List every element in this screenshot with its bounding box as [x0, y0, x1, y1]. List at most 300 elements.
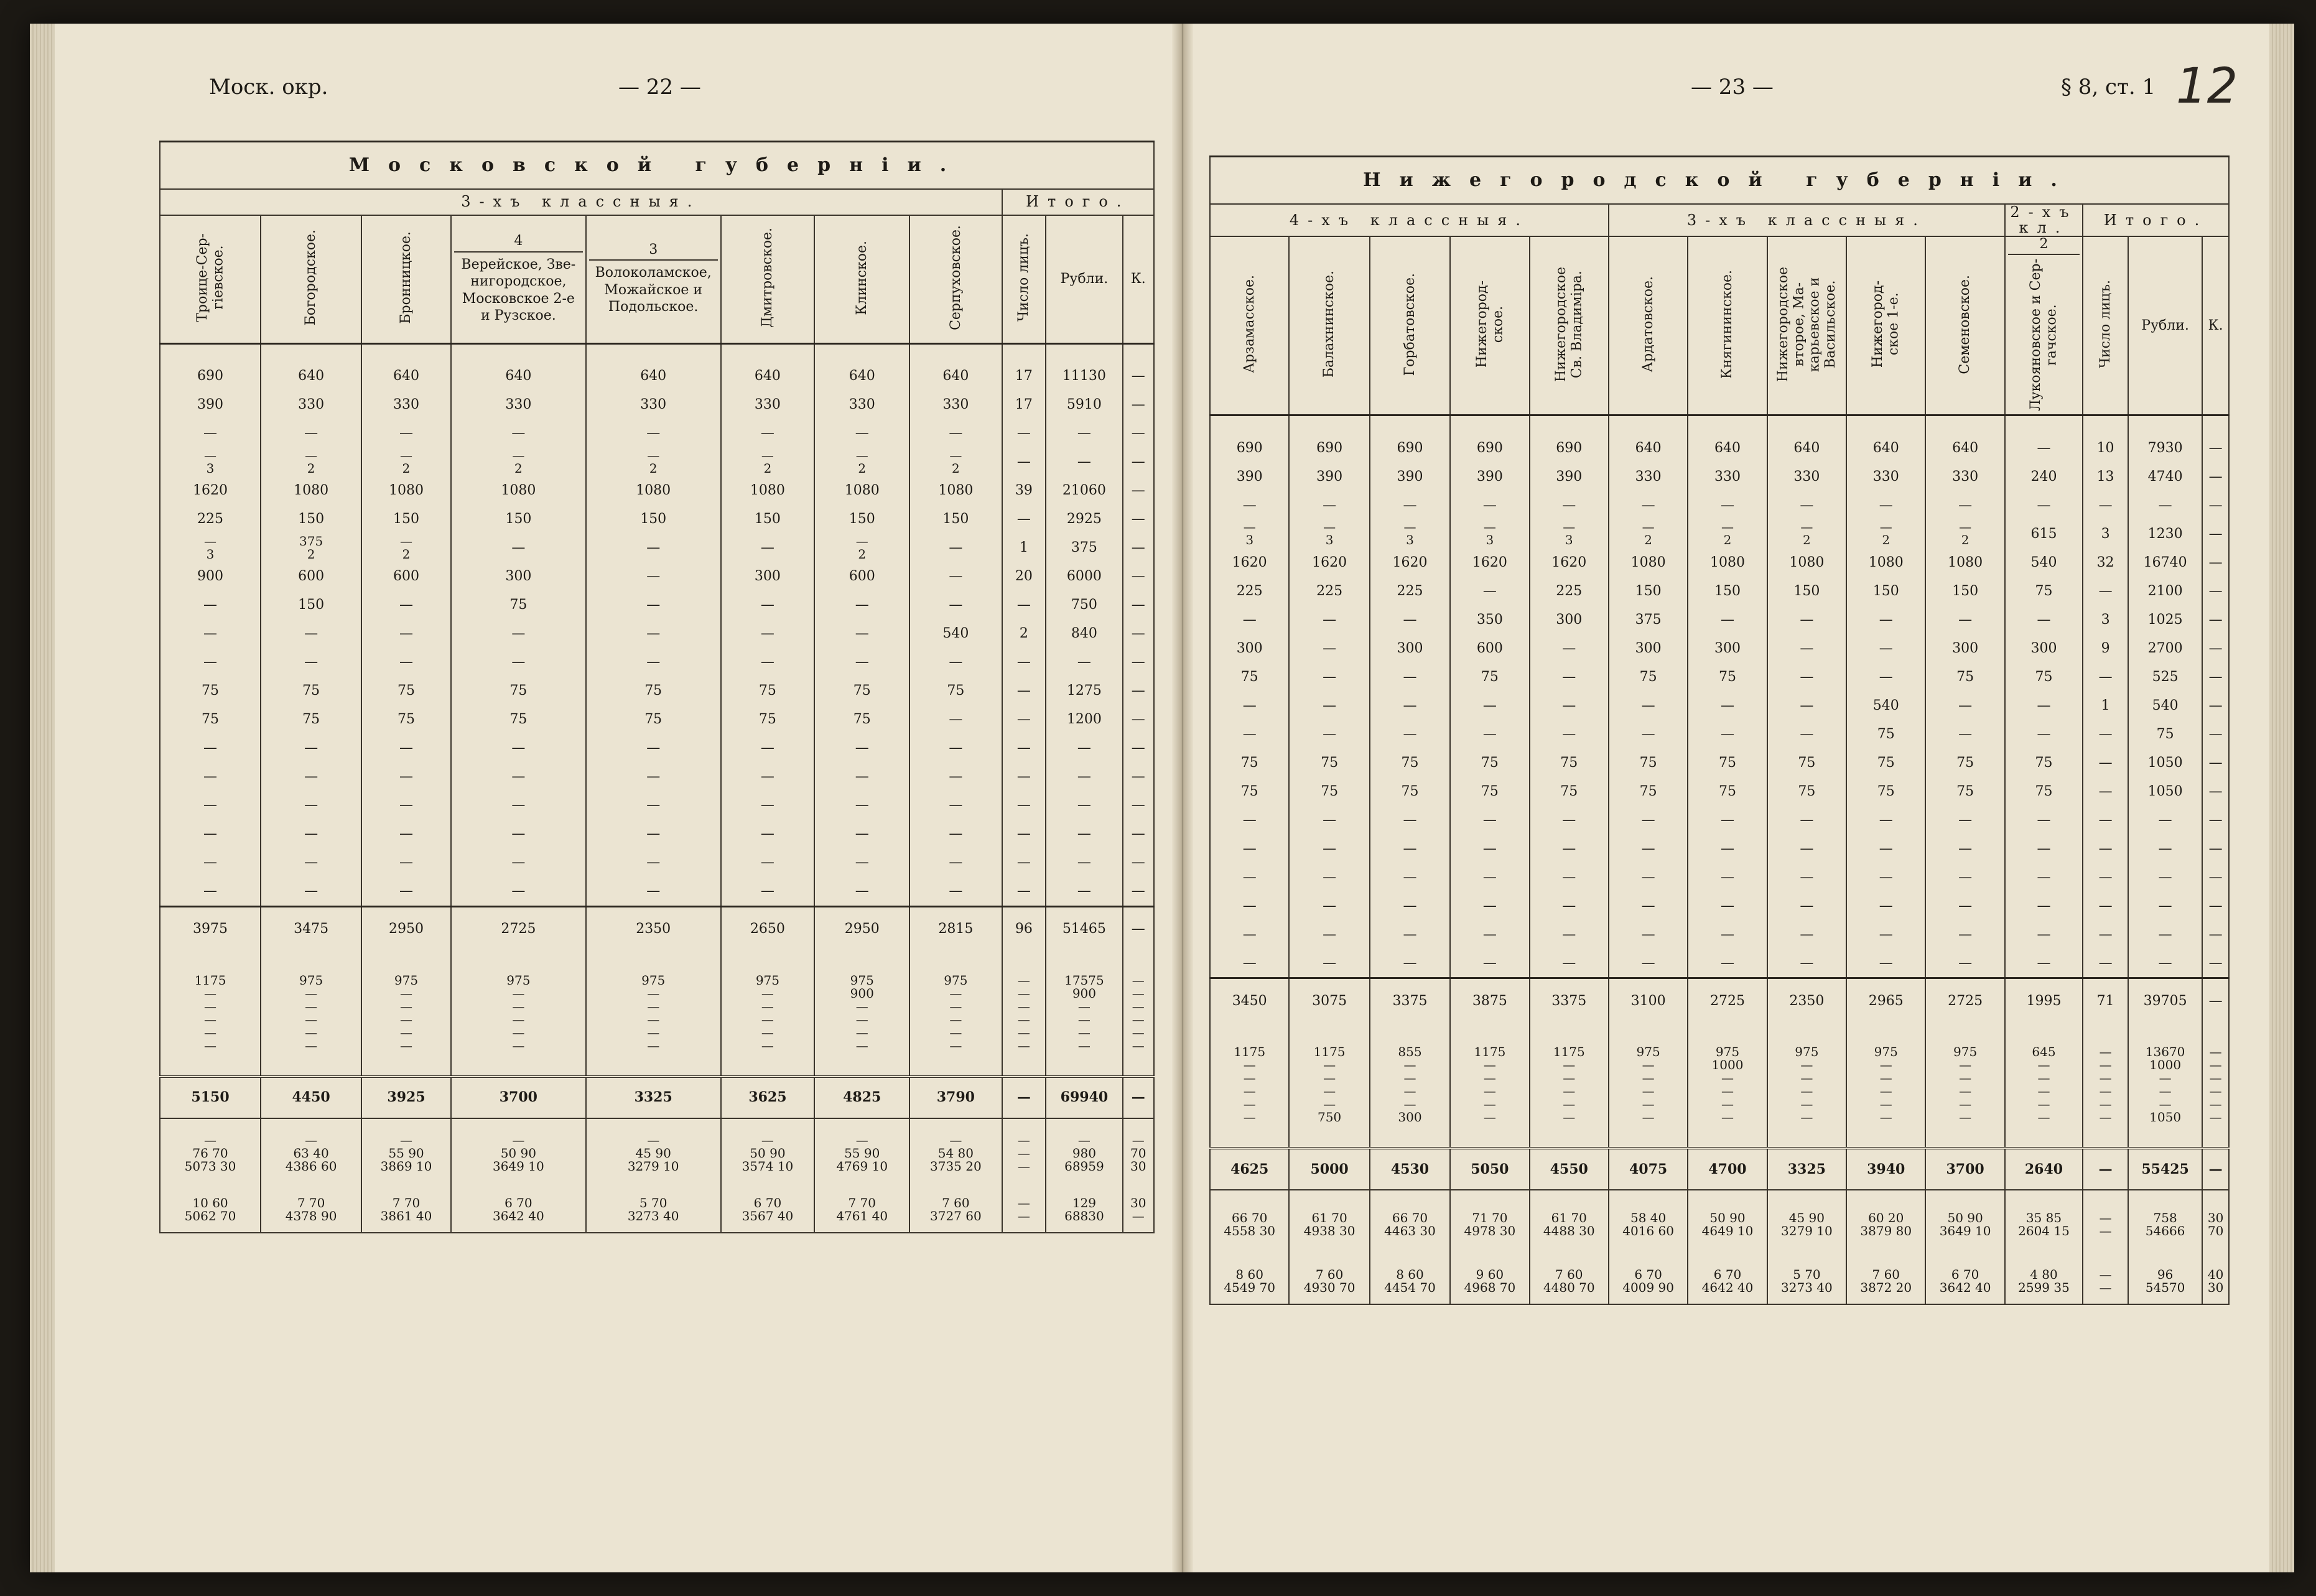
- table-cell-text: 240: [2030, 468, 2057, 485]
- table-cell: [1370, 949, 1450, 978]
- table-cell: [1370, 462, 1450, 491]
- table-cell-text: —: [1641, 926, 1655, 942]
- table-cell-text: 2: [1019, 626, 1028, 642]
- table-row: [160, 362, 1154, 391]
- table-cell-text: —: [1562, 640, 1576, 656]
- table-cell: [909, 591, 1002, 619]
- table-cell: [721, 648, 815, 677]
- deduction-row: [1210, 1190, 2229, 1259]
- table-cell: [1925, 863, 2004, 891]
- deduction-cell: [261, 1118, 361, 1187]
- table-cell: [2202, 434, 2229, 462]
- supplement-cell: [1530, 1023, 1609, 1148]
- deduction-cell-text: — 55 90 3869 10: [380, 1132, 432, 1174]
- table-cell-text: —: [511, 826, 526, 842]
- table-cell-text: 75: [644, 712, 663, 728]
- table-cell-text: —: [1242, 497, 1257, 513]
- table-cell: [261, 848, 361, 877]
- table-row: [160, 448, 1154, 476]
- table-cell: [1846, 920, 1925, 949]
- table-cell: [451, 505, 586, 534]
- table-cell-text: —: [1800, 640, 1814, 656]
- subtotal-cell: [2083, 978, 2128, 1023]
- table-cell-text: —: [1879, 926, 1893, 942]
- table-cell: [1846, 777, 1925, 805]
- table-cell-text: —: [1721, 812, 1734, 828]
- table-cell-text: —: [1403, 726, 1417, 742]
- table-cell-text: 75: [1956, 669, 1974, 685]
- table-cell: [814, 820, 909, 848]
- table-cell-text: —: [2208, 754, 2223, 771]
- table-cell: [1530, 691, 1609, 720]
- deduction-cell: [2128, 1190, 2202, 1259]
- table-cell-text: 75: [1877, 783, 1895, 799]
- table-cell: [1530, 462, 1609, 491]
- table-cell-text: —: [511, 740, 526, 756]
- table-cell-text: —: [760, 540, 774, 556]
- table-cell-text: —: [1482, 926, 1497, 942]
- total-cell: [1450, 1148, 1529, 1190]
- table-cell: [1370, 662, 1450, 691]
- subtotal-cell: [586, 907, 721, 952]
- table-cell: [2083, 863, 2128, 891]
- table-cell: [909, 877, 1002, 907]
- table-cell-text: — 2: [761, 448, 774, 476]
- table-cell: [2083, 720, 2128, 748]
- table-cell: [1450, 777, 1529, 805]
- deduction-cell-text: 96 54570: [2145, 1267, 2185, 1296]
- table-cell-text: 150: [1714, 583, 1741, 599]
- table-cell: [1925, 748, 2004, 777]
- table-cell-text: —: [646, 626, 661, 642]
- table-cell: [721, 734, 815, 763]
- table-cell-text: —: [2208, 526, 2223, 542]
- table-cell-text: —: [2208, 697, 2223, 713]
- total-cell-text: 3925: [387, 1089, 426, 1106]
- table-cell-text: 150: [393, 511, 420, 527]
- table-cell-text: —: [949, 769, 963, 785]
- deduction-cell: [451, 1187, 586, 1233]
- table-cell-text: —: [1482, 697, 1497, 713]
- deduction-cell-text: — —: [2099, 1210, 2112, 1239]
- table-cell-text: —: [304, 425, 319, 442]
- table-cell: [1925, 577, 2004, 605]
- table-cell-text: — 2: [1800, 519, 1813, 548]
- total-cell-text: 4530: [1390, 1161, 1430, 1177]
- table-cell: [2202, 834, 2229, 863]
- total-cell-text: 3790: [936, 1089, 975, 1106]
- table-cell: [2083, 891, 2128, 920]
- total-cell: [909, 1077, 1002, 1118]
- table-cell-text: —: [1016, 797, 1031, 814]
- subtotal-cell: [814, 907, 909, 952]
- table-cell-text: —: [1958, 869, 1973, 885]
- table-cell-text: —: [2037, 697, 2051, 713]
- table-cell: [451, 419, 586, 448]
- column-header-label: Дмитровское.: [760, 228, 776, 328]
- table-cell-text: 225: [1556, 583, 1583, 599]
- table-cell: [2005, 949, 2083, 978]
- table-cell-text: 1050: [2147, 783, 2183, 799]
- table-cell-text: —: [1242, 697, 1257, 713]
- table-cell-text: —: [1131, 855, 1145, 871]
- table-cell-text: —: [2098, 869, 2113, 885]
- table-cell-text: —: [2158, 840, 2172, 856]
- table-cell: [1688, 805, 1767, 834]
- column-header-label: Серпуховское.: [947, 225, 964, 330]
- total-row: [1210, 1148, 2229, 1190]
- table-cell: [1530, 748, 1609, 777]
- subtotal-cell-text: —: [1131, 921, 1145, 937]
- supplement-cell: [2005, 1023, 2083, 1148]
- table-cell-text: —: [1016, 769, 1031, 785]
- column-header: [1123, 215, 1154, 344]
- table-cell: [2005, 891, 2083, 920]
- table-cell: [814, 448, 909, 476]
- spacer-cell: [1210, 415, 1289, 434]
- total-cell-text: 5000: [1310, 1161, 1349, 1177]
- table-cell: [2202, 863, 2229, 891]
- table-row: [1210, 720, 2229, 748]
- table-cell: [1450, 691, 1529, 720]
- table-cell-text: —: [304, 769, 319, 785]
- table-cell-text: 16740: [2143, 554, 2187, 570]
- total-cell-text: 4700: [1708, 1161, 1747, 1177]
- deduction-cell: [2083, 1259, 2128, 1304]
- deduction-cell: [1609, 1259, 1688, 1304]
- subtotal-cell-text: 2725: [1710, 993, 1745, 1009]
- table-title-text: Московской губерніи.: [348, 154, 965, 177]
- table-cell: [2128, 577, 2202, 605]
- table-cell-text: 75: [2035, 669, 2053, 685]
- column-header-label: Нижегород- ское.: [1474, 281, 1505, 368]
- table-cell-text: 75: [2035, 754, 2053, 771]
- table-cell-text: 150: [298, 597, 325, 613]
- table-cell: [2083, 577, 2128, 605]
- table-cell-text: 75: [1719, 669, 1736, 685]
- table-cell-text: —: [1242, 726, 1257, 742]
- deduction-cell-text: — 76 70 5073 30: [184, 1132, 236, 1174]
- table-cell: [160, 562, 261, 591]
- table-cell: [1002, 448, 1046, 476]
- table-cell-text: —: [2208, 583, 2223, 599]
- table-cell: [1609, 548, 1688, 577]
- table-cell-text: —: [1721, 497, 1734, 513]
- table-cell-text: 300: [754, 568, 781, 585]
- table-cell-text: —: [1403, 926, 1417, 942]
- table-cell: [1046, 619, 1122, 648]
- table-cell: [909, 534, 1002, 562]
- subtotal-row: [160, 907, 1154, 952]
- table-cell-text: 75: [1719, 754, 1736, 771]
- table-cell-text: —: [1016, 511, 1031, 527]
- table-cell-text: —: [760, 797, 774, 814]
- table-cell-text: —: [2098, 726, 2113, 742]
- table-cell: [1767, 434, 1846, 462]
- table-cell-text: —: [1242, 955, 1257, 971]
- table-cell: [1767, 662, 1846, 691]
- table-cell-text: —: [1721, 726, 1734, 742]
- table-cell: [1289, 634, 1369, 662]
- table-cell-text: —: [203, 826, 218, 842]
- table-cell: [586, 705, 721, 734]
- table-cell: [721, 791, 815, 820]
- table-cell: [1210, 519, 1289, 548]
- deduction-cell: [909, 1187, 1002, 1233]
- table-cell: [1370, 691, 1450, 720]
- table-cell-text: —: [511, 626, 526, 642]
- deduction-cell: [1450, 1190, 1529, 1259]
- table-cell: [1002, 505, 1046, 534]
- table-cell: [1767, 949, 1846, 978]
- table-cell-text: —: [2158, 869, 2172, 885]
- table-cell-text: —: [1482, 869, 1497, 885]
- table-cell: [1688, 662, 1767, 691]
- table-cell: [721, 562, 815, 591]
- table-cell: [160, 505, 261, 534]
- total-cell-text: 55425: [2141, 1161, 2189, 1177]
- table-cell-text: — 2: [512, 448, 525, 476]
- supplement-cell-text: 975 — — — — —: [1795, 1044, 1819, 1125]
- table-cell: [1002, 419, 1046, 448]
- table-cell-text: —: [1562, 840, 1576, 856]
- spacer-cell: [721, 344, 815, 363]
- table-cell: [1846, 519, 1925, 548]
- table-cell-text: —: [760, 855, 774, 871]
- table-cell-text: — 2: [647, 448, 660, 476]
- table-cell-text: —: [2098, 926, 2113, 942]
- deduction-cell: [1688, 1259, 1767, 1304]
- table-cell: [1846, 462, 1925, 491]
- subtotal-cell: [1530, 978, 1609, 1023]
- deduction-cell-text: 9 60 4968 70: [1464, 1267, 1516, 1296]
- table-cell-text: —: [646, 740, 661, 756]
- table-cell-text: 330: [754, 397, 781, 413]
- deduction-cell-text: 6 70 3642 40: [1939, 1267, 1991, 1296]
- table-cell: [2005, 834, 2083, 863]
- table-cell-text: —: [399, 626, 414, 642]
- table-cell: [2005, 863, 2083, 891]
- table-cell: [1123, 476, 1154, 505]
- table-title: [1210, 157, 2229, 205]
- table-cell: [1002, 648, 1046, 677]
- subtotal-cell: [1123, 907, 1154, 952]
- table-cell: [1846, 548, 1925, 577]
- table-cell: [1210, 605, 1289, 634]
- table-cell-text: 640: [1635, 440, 1662, 456]
- table-cell: [1450, 920, 1529, 949]
- table-cell: [586, 562, 721, 591]
- table-cell-text: 690: [1556, 440, 1583, 456]
- table-cell-text: —: [949, 826, 963, 842]
- deduction-cell-text: 7 60 3872 20: [1860, 1267, 1912, 1296]
- table-cell-text: 10: [2096, 440, 2114, 456]
- table-cell: [1123, 877, 1154, 907]
- table-cell-text: —: [1403, 812, 1417, 828]
- table-cell: [1210, 748, 1289, 777]
- table-cell-text: —: [1641, 726, 1655, 742]
- table-cell-text: 300: [2030, 640, 2057, 656]
- table-cell-text: —: [1242, 611, 1257, 628]
- table-cell: [1609, 863, 1688, 891]
- table-cell-text: —: [1016, 740, 1031, 756]
- table-cell-text: 75: [1321, 754, 1339, 771]
- column-group-header-text: Итого.: [2103, 211, 2208, 229]
- table-cell: [2128, 748, 2202, 777]
- subtotal-cell: [160, 907, 261, 952]
- table-cell: [1289, 805, 1369, 834]
- table-cell: [1609, 720, 1688, 748]
- table-cell-text: —: [1403, 955, 1417, 971]
- table-cell: [160, 820, 261, 848]
- table-title: [160, 142, 1154, 190]
- table-cell-text: 225: [1236, 583, 1263, 599]
- table-cell-text: 39: [1015, 483, 1033, 499]
- table-cell-text: —: [1958, 840, 1973, 856]
- table-cell: [1002, 677, 1046, 705]
- subtotal-cell: [1925, 978, 2004, 1023]
- table-cell: [1289, 949, 1369, 978]
- table-cell-text: 1080: [938, 483, 974, 499]
- table-cell-text: —: [1958, 812, 1973, 828]
- subtotal-cell-text: 3975: [193, 921, 228, 937]
- column-header: [1289, 236, 1369, 415]
- table-cell-text: —: [399, 883, 414, 899]
- table-cell-text: —: [1323, 611, 1337, 628]
- table-cell: [909, 848, 1002, 877]
- table-cell: [1289, 834, 1369, 863]
- supplement-cell: [586, 951, 721, 1077]
- spacer-cell: [1123, 344, 1154, 363]
- table-row: [160, 848, 1154, 877]
- table-cell-text: 1: [2101, 697, 2110, 713]
- column-header: [361, 215, 451, 344]
- table-cell: [1846, 691, 1925, 720]
- table-cell-text: 150: [505, 511, 532, 527]
- column-header: [1925, 236, 2004, 415]
- table-cell: [2128, 634, 2202, 662]
- table-cell-text: — 2: [855, 448, 868, 476]
- table-cell: [1370, 720, 1450, 748]
- spacer-cell: [160, 344, 261, 363]
- column-header-label: Княгининское.: [1719, 269, 1736, 379]
- table-cell: [1210, 777, 1289, 805]
- table-cell-text: —: [1482, 497, 1497, 513]
- column-header-label: Рубли.: [2141, 318, 2189, 334]
- supplement-cell: [909, 951, 1002, 1077]
- table-cell: [1846, 491, 1925, 519]
- table-cell-text: 640: [1952, 440, 1979, 456]
- table-cell: [2083, 949, 2128, 978]
- table-cell: [1609, 634, 1688, 662]
- spacer-cell: [2083, 415, 2128, 434]
- table-cell: [160, 677, 261, 705]
- table-cell-text: —: [399, 855, 414, 871]
- table-cell: [586, 848, 721, 877]
- total-cell: [2128, 1148, 2202, 1190]
- total-cell-text: 3700: [499, 1089, 537, 1106]
- deduction-cell-text: 6 70 4009 90: [1622, 1267, 1674, 1296]
- table-cell: [361, 562, 451, 591]
- table-cell: [1046, 791, 1122, 820]
- table-cell: [1289, 720, 1369, 748]
- deduction-cell-text: 758 54666: [2145, 1210, 2185, 1239]
- table-cell-text: 9: [2101, 640, 2110, 656]
- subtotal-cell-text: 3475: [294, 921, 329, 937]
- supplement-cell: [1210, 1023, 1289, 1148]
- total-cell-text: 4450: [292, 1089, 330, 1106]
- subtotal-cell: [261, 907, 361, 952]
- table-cell: [2005, 777, 2083, 805]
- table-cell-text: —: [203, 797, 218, 814]
- total-cell-text: 69940: [1060, 1089, 1109, 1106]
- table-cell-text: 1080: [501, 483, 536, 499]
- table-cell: [361, 648, 451, 677]
- table-cell-text: 390: [197, 397, 224, 413]
- table-cell-text: —: [1800, 926, 1814, 942]
- table-cell-text: 600: [298, 568, 325, 585]
- table-cell: [586, 419, 721, 448]
- table-cell: [2128, 891, 2202, 920]
- table-cell-text: 640: [754, 368, 781, 384]
- table-cell: [1609, 491, 1688, 519]
- table-cell-text: 330: [1872, 468, 1899, 485]
- table-cell-text: — 2: [1879, 519, 1892, 548]
- table-cell: [2005, 434, 2083, 462]
- table-cell: [361, 820, 451, 848]
- column-header-row: [1210, 236, 2229, 415]
- table-cell: [1767, 634, 1846, 662]
- total-cell-text: 2640: [2024, 1161, 2063, 1177]
- supplement-cell: [814, 951, 909, 1077]
- deduction-cell: [721, 1118, 815, 1187]
- table-cell: [451, 763, 586, 791]
- column-header-label: Троице-Сер- гіевское.: [194, 233, 226, 322]
- table-cell: [1123, 705, 1154, 734]
- table-cell: [1210, 462, 1289, 491]
- supplement-cell: [2202, 1023, 2229, 1148]
- deduction-cell: [1289, 1190, 1369, 1259]
- column-header: [1370, 236, 1450, 415]
- total-cell: [1530, 1148, 1609, 1190]
- table-cell-text: 330: [1635, 468, 1662, 485]
- table-cell: [1530, 805, 1609, 834]
- table-cell-text: —: [646, 568, 661, 585]
- table-cell: [451, 391, 586, 419]
- table-cell-text: —: [1958, 611, 1973, 628]
- column-header-label: Нижегородское Св. Владиміра.: [1553, 266, 1585, 382]
- table-cell: [1609, 748, 1688, 777]
- table-cell: [2083, 748, 2128, 777]
- total-cell: [814, 1077, 909, 1118]
- table-cell-text: 1080: [1789, 554, 1825, 570]
- deduction-cell-text: — 980 68959: [1064, 1132, 1104, 1174]
- table-cell: [2202, 634, 2229, 662]
- supplement-cell: [1767, 1023, 1846, 1148]
- table-cell-text: 75: [1639, 783, 1657, 799]
- table-cell: [909, 619, 1002, 648]
- table-cell: [1846, 863, 1925, 891]
- table-cell: [451, 562, 586, 591]
- table-cell: [814, 591, 909, 619]
- table-cell: [1289, 605, 1369, 634]
- table-cell-text: 3: [2101, 526, 2110, 542]
- moscow-table: [159, 141, 1155, 1233]
- table-cell-text: —: [1879, 869, 1893, 885]
- column-group-header-text: Итого.: [1026, 193, 1130, 211]
- table-cell: [261, 419, 361, 448]
- column-header: [1688, 236, 1767, 415]
